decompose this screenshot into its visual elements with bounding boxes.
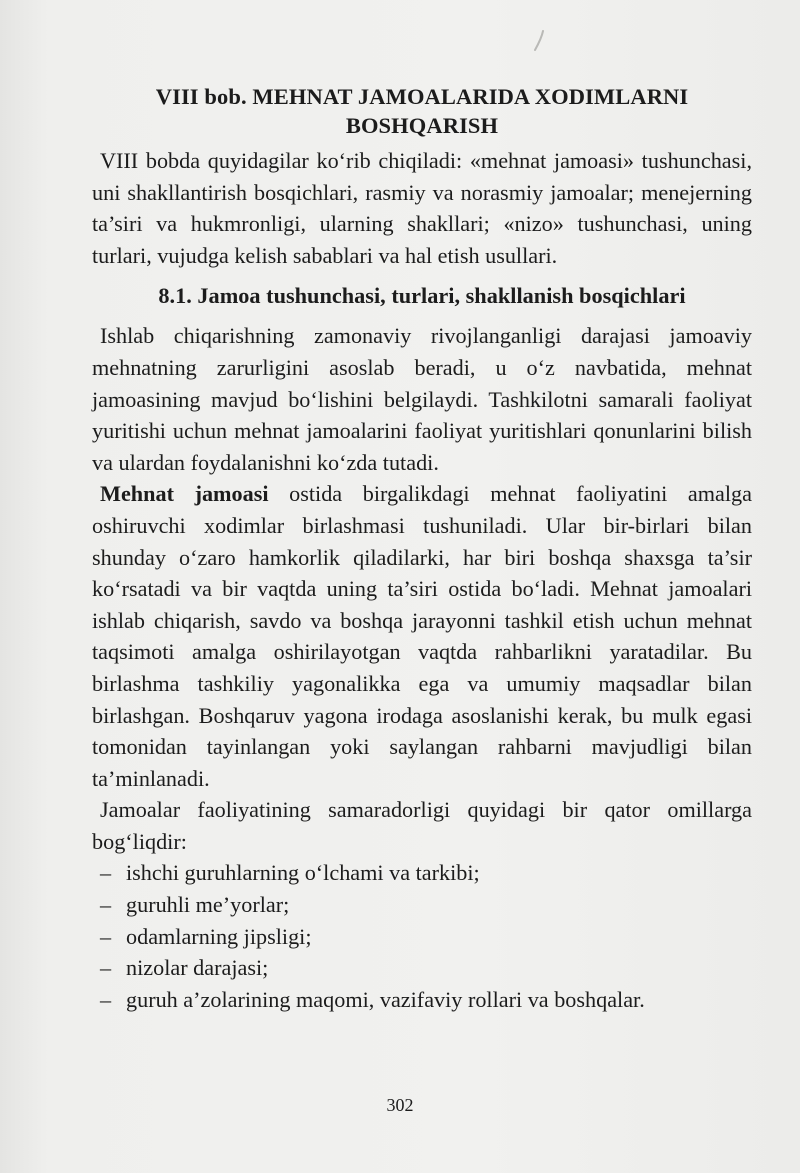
dash-mark: – (100, 892, 112, 918)
paragraph-2 (92, 478, 752, 794)
dash-mark: – (100, 986, 112, 1012)
section-title: 8.1. Jamoa tushunchasi, turlari, shakllanish bosqichlari (158, 283, 686, 309)
dash-mark: – (100, 923, 112, 949)
dash-mark: – (100, 860, 112, 886)
chapter-title-line-1: VIII bob. MEHNAT JAMOALARIDA XODIMLARNI (155, 84, 689, 109)
intro-paragraph: VIII bobda quyidagilar ko‘rib chiqiladi: «mehnat jamoasi» tushunchasi, uni shakllantirish bosqichlari, rasmiy va norasmiy jamoalar; menejerning ta’siri va hukmronligi, ularning shakllari; «nizo» tushunchasi, uning turlari, vujudga kelish sabablari va hal etish usullari. (92, 148, 752, 268)
factors-list (92, 857, 752, 1015)
paragraph-2-text: ostida birgalikdagi mehnat faoliyatini amalga oshiruvchi xodimlar birlashmasi tushuniladi. Ular bir-birlari bilan shunday o‘zaro hamkorlik qiladilarki, har biri boshqa shaxsga ta’sir ko‘rsatadi va bir vaqtda uning ta’siri ostida bo‘ladi. Mehnat jamoalari ishlab chiqarish, savdo va boshqa jarayonni tashkil etish uchun mehnat taqsimoti amalga oshirilayotgan vaqtda rahbarlikni yaratadilar. Bu birlashma tashkiliy yagonalikka ega va umumiy maqsadlar bilan birlashgan. Boshqaruv yagona irodaga asoslanishi kerak, bu mulk egasi tomonidan tayinlangan yoki saylangan rahbarni mavjudligi bilan ta’minlanadi. (92, 481, 752, 791)
list-item-text: nizolar darajasi; (126, 955, 269, 981)
list-item (100, 889, 752, 921)
list-item (100, 952, 752, 984)
term-mehnat-jamoasi: Mehnat jamoasi (100, 481, 269, 507)
list-item-text: odamlarning jipsligi; (126, 923, 312, 949)
list-item-text: guruhli me’yorlar; (126, 892, 290, 918)
list-item (100, 921, 752, 953)
list-item (100, 857, 752, 889)
chapter-title (92, 82, 752, 140)
list-item (100, 984, 752, 1016)
page-content (92, 82, 752, 1015)
list-item-text: guruh a’zolarining maqomi, vazifaviy rollari va boshqalar. (126, 986, 645, 1012)
dash-mark: – (100, 955, 112, 981)
paragraph-1: Ishlab chiqarishning zamonaviy rivojlanganligi darajasi jamoaviy mehnatning zarurligini asoslab beradi, u o‘z navbatida, mehnat jamoasining mavjud bo‘lishini belgilaydi. Tashkilotni samarali faoliyat yuritishi uchun mehnat jamoalarini faoliyat yuritishlari qonunlarini bilish va ulardan foydalanishni ko‘zda tutadi. (92, 323, 752, 475)
pen-mark (532, 30, 546, 52)
page-number: 302 (386, 1095, 414, 1115)
list-item-text: ishchi guruhlarning o‘lchami va tarkibi; (126, 860, 480, 886)
chapter-title-line-2: BOSHQARISH (345, 113, 499, 138)
paragraph-3: Jamoalar faoliyatining samaradorligi quyidagi bir qator omillarga bog‘liqdir: (92, 797, 752, 854)
